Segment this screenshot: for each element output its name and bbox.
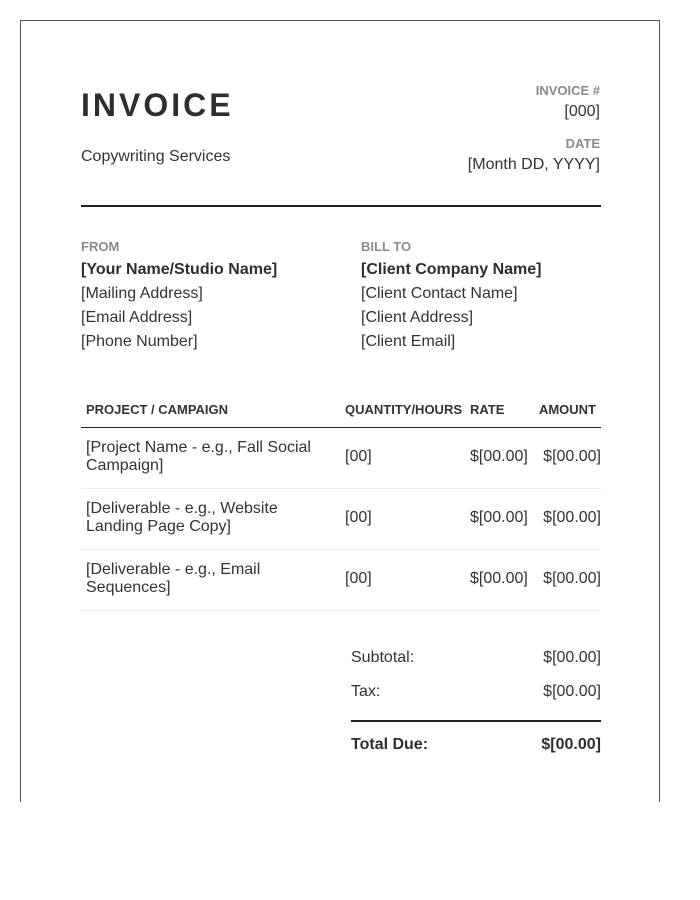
subtotal-label: Subtotal:: [351, 649, 415, 666]
invoice-subtitle: Copywriting Services: [81, 148, 231, 165]
from-address: [Mailing Address]: [81, 285, 203, 302]
subtotal-row: [351, 645, 601, 679]
total-due-value: $[00.00]: [541, 736, 601, 753]
row-rate: $[00.00]: [470, 509, 528, 526]
totals-section: [351, 645, 601, 766]
column-header-amount: AMOUNT: [538, 402, 596, 417]
column-header-rate: RATE: [470, 402, 505, 417]
header-divider: [81, 205, 601, 207]
row-description: [Deliverable - e.g., Website Landing Page Copy]: [86, 500, 278, 535]
row-rate: $[00.00]: [470, 570, 528, 587]
date-value: [Month DD, YYYY]: [467, 156, 600, 173]
row-amount: $[00.00]: [543, 570, 601, 587]
row-rate: $[00.00]: [470, 448, 528, 465]
table-row: [81, 489, 601, 550]
date-label: DATE: [565, 136, 600, 151]
bill-to-email: [Client Email]: [361, 333, 456, 350]
invoice-number-value: [000]: [564, 103, 600, 120]
from-email: [Email Address]: [81, 309, 193, 326]
invoice-title: INVOICE: [81, 87, 234, 123]
table-row: [81, 550, 601, 611]
invoice-sheet: [20, 20, 660, 802]
row-description: [Deliverable - e.g., Email Sequences]: [86, 561, 261, 596]
row-quantity: [00]: [345, 570, 372, 587]
bill-to-section: [361, 239, 601, 354]
total-due-row: [351, 732, 601, 766]
from-label: FROM: [81, 239, 120, 254]
row-quantity: [00]: [345, 509, 372, 526]
bill-to-address: [Client Address]: [361, 309, 474, 326]
bill-to-name: [Client Company Name]: [361, 261, 542, 278]
tax-label: Tax:: [351, 683, 381, 700]
total-due-label: Total Due:: [351, 736, 429, 753]
row-amount: $[00.00]: [543, 448, 601, 465]
table-header: [81, 393, 601, 428]
tax-value: $[00.00]: [543, 683, 601, 700]
bill-to-label: BILL TO: [361, 239, 412, 254]
from-phone: [Phone Number]: [81, 333, 198, 350]
from-name: [Your Name/Studio Name]: [81, 261, 278, 278]
row-description: [Project Name - e.g., Fall Social Campaign]: [86, 439, 311, 474]
from-section: [81, 239, 321, 354]
line-items-table: [81, 393, 601, 611]
table-row: [81, 428, 601, 489]
subtotal-value: $[00.00]: [543, 649, 601, 666]
column-header-project: PROJECT / CAMPAIGN: [86, 402, 229, 417]
totals-divider: [351, 720, 601, 722]
invoice-number-label: INVOICE #: [535, 83, 600, 98]
row-quantity: [00]: [345, 448, 372, 465]
column-header-quantity: QUANTITY/HOURS: [345, 402, 462, 417]
row-amount: $[00.00]: [543, 509, 601, 526]
tax-row: [351, 679, 601, 713]
bill-to-contact: [Client Contact Name]: [361, 285, 518, 302]
